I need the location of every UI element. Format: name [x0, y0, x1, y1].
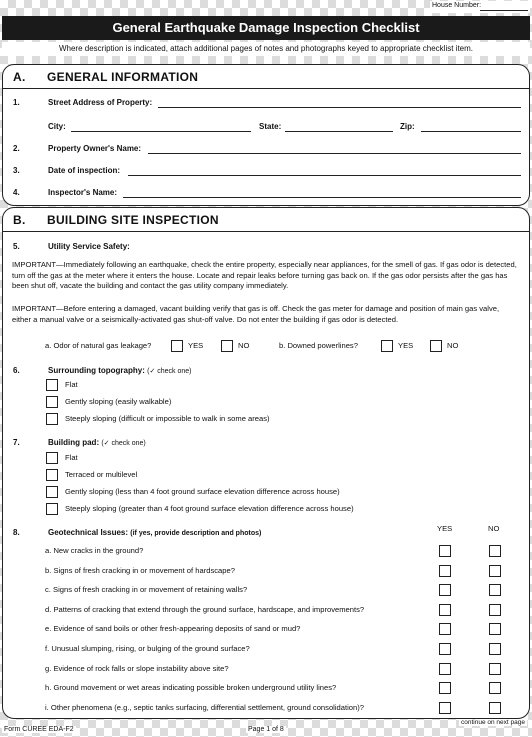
pad-terraced-checkbox[interactable] — [46, 469, 58, 481]
building-pad-label — [48, 438, 146, 447]
section-b-divider — [3, 231, 529, 232]
item-number: 3. — [13, 166, 20, 175]
topography-hint: (✓ check one) — [147, 368, 192, 375]
page-title: General Earthquake Damage Inspection Checklist — [2, 16, 530, 40]
question-gas-leak: a. Odor of natural gas leakage? — [45, 341, 152, 350]
owner-label: Property Owner's Name: — [48, 144, 142, 153]
important-note-gas-odor: IMPORTANT—Immediately following an earthquake, check the entire property, especially near appliances, for the smell of gas. If gas odor is detected, turn off the gas at the meter where it enters the house. Locate and repair leaks before turning gas back on. If the gas odor persists after the gas has been shut off, vacate the building and contact the gas utility company immediately. — [12, 260, 517, 290]
geotechnical-question: i. Other phenomena (e.g., septic tanks surfacing, differential settlement, ground consolidation)? — [45, 703, 364, 712]
geotechnical-hint: (if yes, provide description and photos) — [130, 530, 262, 537]
section-b-title: BUILDING SITE INSPECTION — [47, 213, 219, 227]
house-number-box — [430, 1, 530, 13]
street-label: Street Address of Property: — [48, 98, 153, 107]
yes-label: YES — [398, 341, 414, 350]
geotechnical-yes-checkbox[interactable] — [439, 682, 451, 694]
utility-safety-label: Utility Service Safety: — [48, 242, 130, 251]
section-a-title: GENERAL INFORMATION — [47, 70, 199, 84]
geotechnical-no-checkbox[interactable] — [489, 643, 501, 655]
powerlines-no-checkbox[interactable] — [430, 340, 442, 352]
building-pad-label-text: Building pad: — [48, 438, 100, 447]
pad-flat-checkbox[interactable] — [46, 452, 58, 464]
house-number-label: House Number: — [432, 2, 482, 9]
page-number: Page 1 of 8 — [248, 726, 284, 733]
gas-leak-yes-checkbox[interactable] — [171, 340, 183, 352]
item-number: 5. — [13, 242, 20, 251]
zip-field[interactable] — [421, 131, 521, 132]
pad-steep-checkbox[interactable] — [46, 503, 58, 515]
geotechnical-yes-checkbox[interactable] — [439, 545, 451, 557]
geotechnical-yes-checkbox[interactable] — [439, 604, 451, 616]
city-label: City: — [48, 122, 66, 131]
inspector-field[interactable] — [123, 197, 521, 198]
pad-option: Flat — [65, 453, 78, 462]
geotechnical-question: b. Signs of fresh cracking in or movement of hardscape? — [45, 566, 235, 575]
topography-option: Flat — [65, 380, 78, 389]
geotechnical-no-checkbox[interactable] — [489, 565, 501, 577]
item-number: 1. — [13, 98, 20, 107]
inspector-label: Inspector's Name: — [48, 188, 118, 197]
item-number: 2. — [13, 144, 20, 153]
geotechnical-question: e. Evidence of sand boils or other fresh-appearing deposits of sand or mud? — [45, 624, 301, 633]
section-b-letter: B. — [13, 213, 26, 227]
geotechnical-no-checkbox[interactable] — [489, 604, 501, 616]
topography-option: Steeply sloping (difficult or impossible to walk in some areas) — [65, 414, 270, 423]
geotechnical-question: g. Evidence of rock falls or slope instability above site? — [45, 664, 229, 673]
topography-label-text: Surrounding topography: — [48, 366, 145, 375]
continue-note: continue on next page — [461, 719, 525, 726]
pad-option: Steeply sloping (greater than 4 foot ground surface elevation difference across house) — [65, 504, 354, 513]
street-field[interactable] — [158, 107, 521, 108]
form-id: Form CUREE EDA-F2 — [4, 726, 74, 733]
pad-option: Gently sloping (less than 4 foot ground surface elevation difference across house) — [65, 487, 340, 496]
no-label: NO — [238, 341, 250, 350]
geotechnical-question: c. Signs of fresh cracking in or movement of retaining walls? — [45, 585, 248, 594]
topography-flat-checkbox[interactable] — [46, 379, 58, 391]
geotechnical-yes-checkbox[interactable] — [439, 702, 451, 714]
geotechnical-question: d. Patterns of cracking that extend through the ground surface, hardscape, and improvements? — [45, 605, 365, 614]
geotechnical-label — [48, 528, 261, 537]
geotechnical-yes-checkbox[interactable] — [439, 565, 451, 577]
no-label: NO — [447, 341, 459, 350]
geotechnical-question: f. Unusual slumping, rising, or bulging of the ground surface? — [45, 644, 250, 653]
gas-leak-no-checkbox[interactable] — [221, 340, 233, 352]
city-field[interactable] — [71, 131, 251, 132]
question-powerlines: b. Downed powerlines? — [279, 341, 358, 350]
section-a-divider — [3, 88, 529, 89]
geotechnical-no-checkbox[interactable] — [489, 702, 501, 714]
section-general-information — [2, 64, 530, 206]
section-a-letter: A. — [13, 70, 26, 84]
no-column-header: NO — [488, 524, 500, 533]
owner-field[interactable] — [148, 153, 521, 154]
geotechnical-no-checkbox[interactable] — [489, 663, 501, 675]
powerlines-yes-checkbox[interactable] — [381, 340, 393, 352]
geotechnical-no-checkbox[interactable] — [489, 584, 501, 596]
section-building-site-inspection — [2, 207, 530, 719]
geotechnical-question: h. Ground movement or wet areas indicating possible broken underground utility lines? — [45, 683, 337, 692]
yes-column-header: YES — [437, 524, 453, 533]
item-number: 4. — [13, 188, 20, 197]
state-field[interactable] — [285, 131, 393, 132]
geotechnical-no-checkbox[interactable] — [489, 623, 501, 635]
page-subtitle: Where description is indicated, attach additional pages of notes and photographs keyed to appropriate checklist item. — [2, 42, 530, 56]
geotechnical-question: a. New cracks in the ground? — [45, 546, 144, 555]
geotechnical-yes-checkbox[interactable] — [439, 663, 451, 675]
house-number-field[interactable] — [480, 10, 528, 11]
pad-gentle-checkbox[interactable] — [46, 486, 58, 498]
state-label: State: — [259, 122, 282, 131]
item-number: 8. — [13, 528, 20, 537]
topography-gentle-checkbox[interactable] — [46, 396, 58, 408]
building-pad-hint: (✓ check one) — [101, 440, 146, 447]
geotechnical-yes-checkbox[interactable] — [439, 623, 451, 635]
topography-steep-checkbox[interactable] — [46, 413, 58, 425]
date-field[interactable] — [128, 175, 521, 176]
item-number: 7. — [13, 438, 20, 447]
pad-option: Terraced or multilevel — [65, 470, 138, 479]
geotechnical-no-checkbox[interactable] — [489, 545, 501, 557]
topography-label — [48, 366, 192, 375]
yes-label: YES — [188, 341, 204, 350]
geotechnical-yes-checkbox[interactable] — [439, 584, 451, 596]
topography-option: Gently sloping (easily walkable) — [65, 397, 172, 406]
zip-label: Zip: — [400, 122, 415, 131]
item-number: 6. — [13, 366, 20, 375]
geotechnical-yes-checkbox[interactable] — [439, 643, 451, 655]
geotechnical-no-checkbox[interactable] — [489, 682, 501, 694]
date-label: Date of inspection: — [48, 166, 121, 175]
important-note-gas-off: IMPORTANT—Before entering a damaged, vacant building verify that gas is off. Check the gas meter for damage and position of main gas valve, either a manual valve or a seismically-activated gas shut-off valve. Do not enter the building if gas odor is detected. — [12, 304, 500, 324]
geotechnical-label-text: Geotechnical Issues: — [48, 528, 129, 537]
